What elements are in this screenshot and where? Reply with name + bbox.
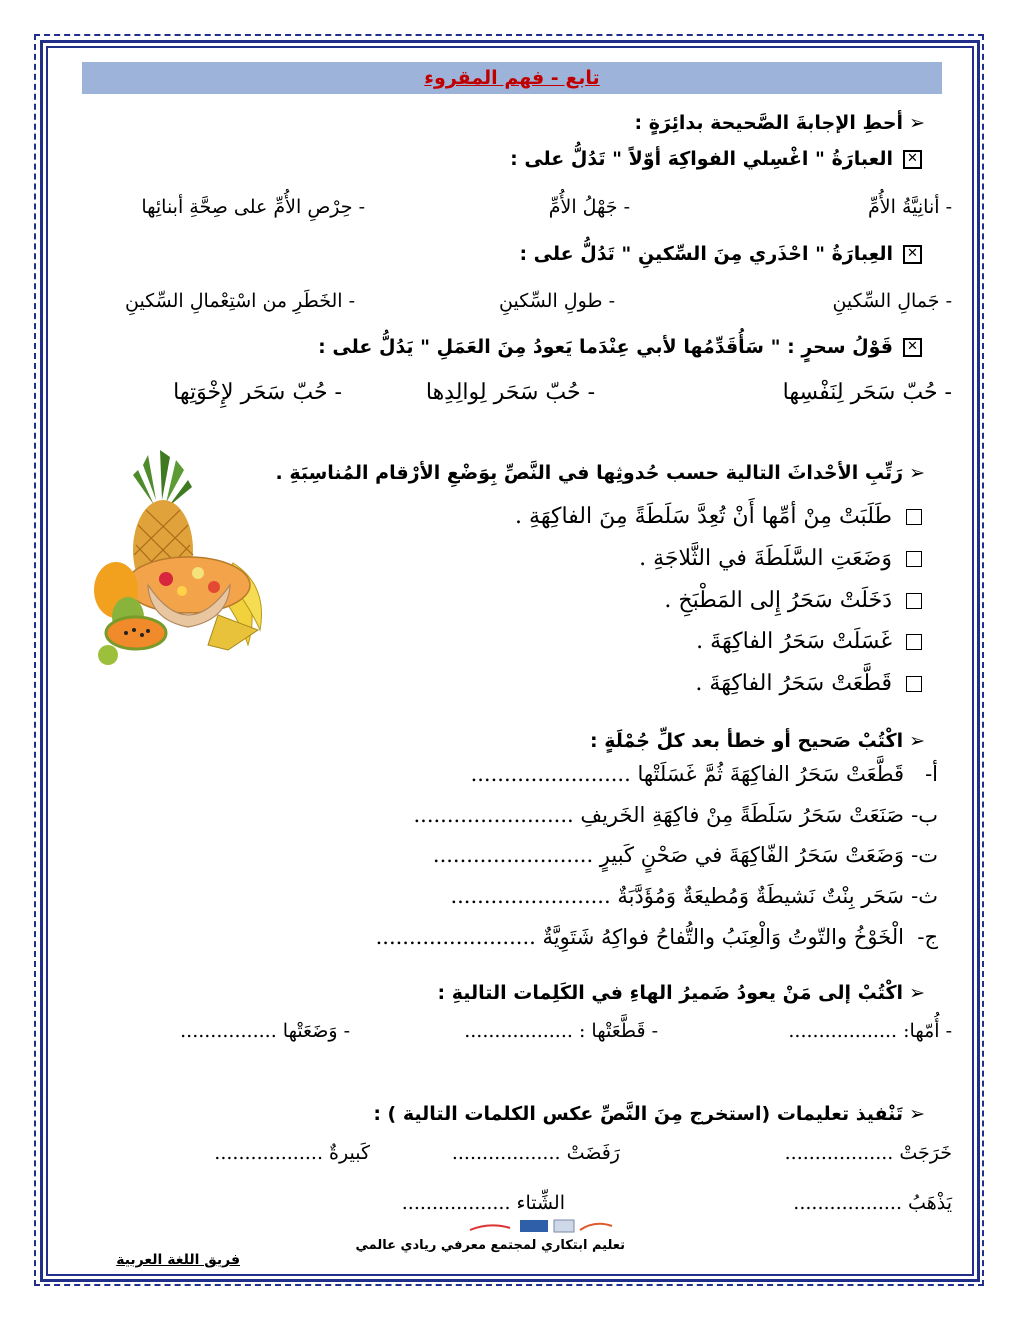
q4-item[interactable]: - وَضَعَتْها ................ [180, 1020, 350, 1042]
q1-item3-option-a[interactable]: - حُبّ سَحَر لِنَفْسِها [782, 380, 952, 405]
q5-heading: ➢تَنْفيذ تعليمات (استخرج مِنَ النَّصِّ عكس الكلمات التالية ) : [373, 1103, 925, 1125]
q4-heading: ➢اكْتُبْ إلى مَنْ يعودُ ضَميرُ الهاءِ في الكَلِمات التاليةِ : [437, 982, 925, 1004]
q2-event: دَخَلَتْ سَحَرُ إِلى المَطْبَخِ . [664, 588, 922, 613]
q1-item2-option-b[interactable]: - طولِ السِّكينِ [499, 290, 615, 312]
arrow-bullet-icon: ➢ [909, 1103, 925, 1125]
q2-event: غَسَلَتْ سَحَرُ الفاكِهَةَ . [696, 629, 922, 654]
q1-item3-option-b[interactable]: - حُبّ سَحَر لِوالِدِها [425, 380, 595, 405]
q3-sentence[interactable]: ت-وَضَعَتْ سَحَرُ الفّاكِهَةَ في صَحْنٍ كَبيرٍ ........................ [432, 843, 938, 867]
checked-box-icon: ✕ [903, 245, 922, 264]
q5-word[interactable]: خَرَجَتْ .................. [784, 1142, 952, 1164]
checked-box-icon: ✕ [903, 150, 922, 169]
empty-checkbox-icon[interactable] [906, 634, 922, 650]
q5-word[interactable]: رَفَضَتْ .................. [451, 1142, 620, 1164]
arrow-bullet-icon: ➢ [909, 462, 925, 484]
q1-item1-option-c[interactable]: - حِرْصِ الأُمِّ على صِحَّةِ أبنائِها [141, 196, 365, 218]
q2-event: طَلَبَتْ مِنْ أمِّها أَنْ تُعِدَّ سَلَطَةً مِنَ الفاكِهَةِ . [515, 504, 922, 529]
footer-team: فريق اللغة العربية [116, 1252, 240, 1268]
q1-item2-stem: ✕العِبارَةُ " احْذَري مِنَ السِّكينِ " تَدُلُّ على : [519, 243, 922, 265]
checked-box-icon: ✕ [903, 338, 922, 357]
q2-event: وَضَعَتِ السَّلَطَةَ في الثَّلاجَةِ . [639, 546, 922, 571]
fruit-bowl-illustration [88, 445, 268, 670]
q1-item2-option-a[interactable]: - جَمالِ السِّكينِ [832, 290, 952, 312]
q4-item[interactable]: - أُمّها: .................. [788, 1020, 952, 1042]
q5-word[interactable]: يَذْهَبُ .................. [793, 1192, 952, 1214]
arrow-bullet-icon: ➢ [909, 730, 925, 752]
empty-checkbox-icon[interactable] [906, 593, 922, 609]
empty-checkbox-icon[interactable] [906, 509, 922, 525]
empty-checkbox-icon[interactable] [906, 551, 922, 567]
q5-word[interactable]: الشِّتاء .................. [401, 1192, 565, 1214]
footer-logos [430, 1218, 630, 1236]
q1-item2-option-c[interactable]: - الخَطَرِ من اسْتِعْمالِ السِّكينِ [124, 290, 355, 312]
q1-item3-option-c[interactable]: - حُبّ سَحَر لإِخْوَتِها [173, 380, 342, 405]
arrow-bullet-icon: ➢ [909, 982, 925, 1004]
q3-heading: ➢اكْتُبْ صَحيح أو خطأ بعد كلِّ جُمْلَةٍ : [590, 730, 925, 752]
q3-sentence[interactable]: ج-الْخَوْخُ والتّوتُ وَالْعِنَبُ والتُّفاحُ فواكِهُ شَتَوِيَّةٌ ........................ [375, 925, 938, 949]
q1-item1-option-b[interactable]: - جَهْلُ الأُمِّ [548, 196, 630, 218]
q3-sentence[interactable]: أ-قَطَّعَتْ سَحَرُ الفاكِهَةَ ثُمَّ غَسَلَتْها ........................ [470, 762, 938, 786]
q1-heading: ➢أحطِ الإجابةَ الصَّحيحة بدائِرَةٍ : [634, 112, 925, 134]
q5-word[interactable]: كَبيرةٌ .................. [214, 1142, 370, 1164]
q1-item3-stem: ✕قَوْلُ سحرٍ : " سَأُقَدِّمُها لأبي عِنْدَما يَعودُ مِنَ العَمَلِ " يَدُلُّ على : [318, 336, 922, 358]
q1-item1-stem: ✕العبارَةُ " اغْسِلي الفواكِهَ أوّلاً " تَدُلُّ على : [510, 148, 922, 170]
q2-event: قَطَّعَتْ سَحَرُ الفاكِهَةَ . [695, 671, 922, 696]
q3-sentence[interactable]: ث-سَحَر بِنْتٌ نَشيطَةٌ وَمُطيعَةٌ وَمُؤَدَّبَةٌ ........................ [450, 884, 938, 908]
page-title: تابع - فهم المقروء [424, 67, 600, 89]
q1-item1-option-a[interactable]: - أنانِيَّةُ الأُمِّ [868, 196, 952, 218]
q2-heading: ➢رَتِّبِ الأحْداثَ التالية حسب حُدوثِها في النَّصِّ بِوَضْعِ الأرْقام المُناسِبَةِ . [275, 462, 925, 484]
q4-item[interactable]: - قَطَّعَتْها : .................. [464, 1020, 658, 1042]
q3-sentence[interactable]: ب-صَنَعَتْ سَحَرُ سَلَطَةً مِنْ فاكِهَةِ الخَريفِ ........................ [413, 803, 938, 827]
empty-checkbox-icon[interactable] [906, 676, 922, 692]
footer-slogan: تعليم ابتكاري لمجتمع معرفي ريادي عالمي [355, 1238, 625, 1253]
title-bar [82, 62, 942, 94]
arrow-bullet-icon: ➢ [909, 112, 925, 134]
